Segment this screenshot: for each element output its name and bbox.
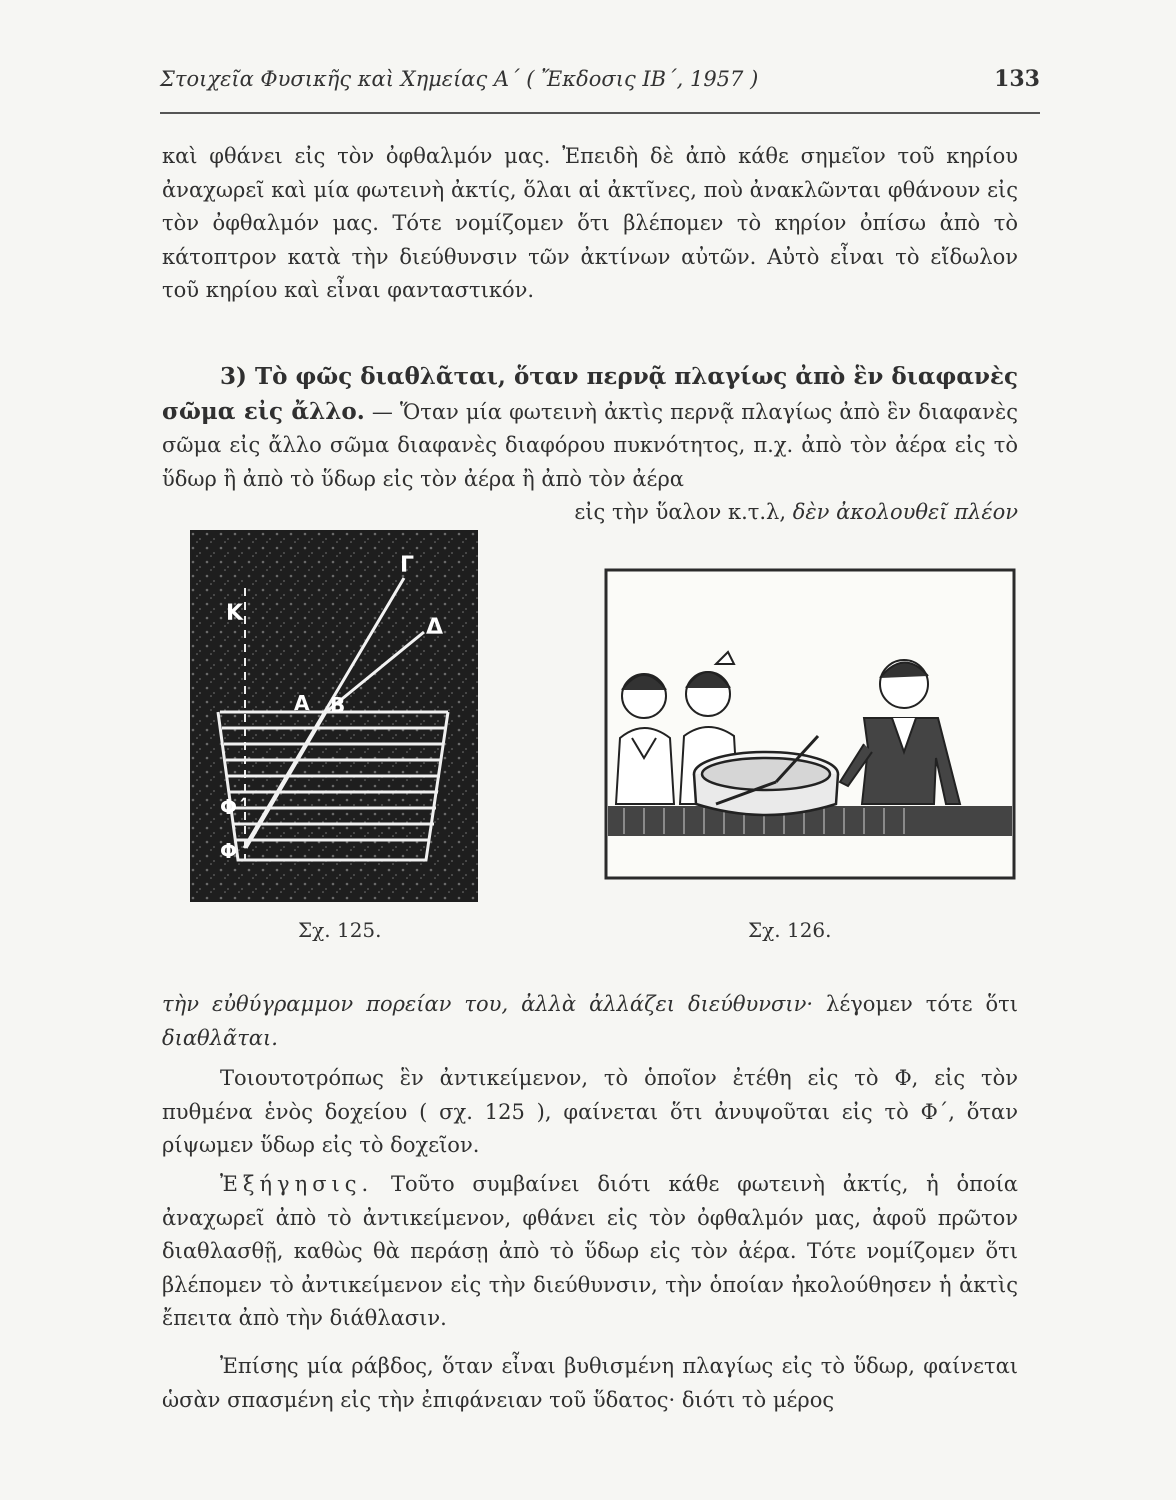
running-title: Στοιχεῖα Φυσικῆς καὶ Χημείας Α΄ ( Ἔκδοσις ΙΒ΄, 1957 ): [160, 67, 759, 91]
rod-text: Ἐπίσης μία ράβδος, ὅταν εἶναι βυθισμένη πλαγίως εἰς τὸ ὕδωρ, φαίνεται ὡσὰν σπασμένη εἰς τὴν ἐπιφάνειαν τοῦ ὕδατος· διότι τὸ μέρος: [162, 1354, 1018, 1412]
figure-125: [190, 530, 478, 902]
label-K: Κ: [226, 601, 244, 626]
label-Delta: Δ: [426, 615, 444, 640]
section-3-paragraph: [162, 360, 1018, 496]
section-heading: 3) Τὸ φῶς διαθλᾶται, ὅταν περνᾷ πλαγίως ἀπὸ ἓν διαφανὲς σῶμα εἰς ἄλλο.: [162, 363, 1018, 425]
section-3: [162, 360, 1018, 530]
label-Phi: Φ: [220, 839, 238, 863]
page-header: [160, 66, 1040, 92]
continuation-italic-end: διαθλᾶται.: [162, 1025, 278, 1050]
intro-paragraph: [162, 140, 1018, 308]
section-text-continued: [162, 496, 1018, 530]
label-B: Β: [330, 693, 346, 717]
explanation-label: Ἐξήγησις.: [220, 1172, 374, 1196]
caption-126: Σχ. 126.: [748, 918, 832, 942]
continuation-paragraph: [162, 988, 1018, 1055]
explanation-paragraph: [162, 1168, 1018, 1336]
intro-text: καὶ φθάνει εἰς τὸν ὀφθαλμόν μας. Ἐπειδὴ δὲ ἀπὸ κάθε σημεῖον τοῦ κηρίου ἀναχωρεῖ καὶ μία φωτεινὴ ἀκτίς, ὅλαι αἱ ἀκτῖνες, ποὺ ἀνακλῶνται φθάνουν εἰς τὸν ὀφθαλμόν μας. Τότε νομίζομεν ὅτι βλέπομεν τὸ κηρίον ὀπίσω ἀπὸ τὸ κάτοπτρον κατὰ τὴν διεύθυνσιν τῶν ἀκτίνων αὐτῶν. Αὐτὸ εἶναι τὸ εἴδωλον τοῦ κηρίου καὶ εἶναι φανταστικόν.: [162, 144, 1018, 302]
example-text: Τοιουτοτρόπως ἓν ἀντικείμενον, τὸ ὁποῖον ἐτέθη εἰς τὸ Φ, εἰς τὸν πυθμένα ἑνὸς δοχείου ( σχ. 125 ), φαίνεται ὅτι ἀνυψοῦται εἰς τὸ Φ΄, ὅταν ρίψωμεν ὕδωρ εἰς τὸ δοχεῖον.: [162, 1066, 1018, 1157]
figure-125-illustration: [190, 530, 478, 902]
section-text-right-plain: εἰς τὴν ὕαλον κ.τ.λ,: [574, 500, 793, 524]
header-rule: [160, 112, 1040, 114]
page-number: 133: [994, 66, 1040, 92]
label-Phi-prime: Φ΄: [220, 795, 246, 819]
explanation-text: [162, 1168, 1018, 1336]
continuation-italic: τὴν εὐθύγραμμον πορείαν του, ἀλλὰ ἀλλάζει διεύθυνσιν·: [162, 992, 814, 1016]
explanation-body: Τοῦτο συμβαίνει διότι κάθε φωτεινὴ ἀκτίς, ἡ ὁποία ἀναχωρεῖ ἀπὸ τὸ ἀντικείμενον, φθάνει εἰς τὸν ὀφθαλμόν μας, ἀφοῦ πρῶτον διαθλασθῇ, καθὼς θὰ περάσῃ ἀπὸ τὸ ὕδωρ εἰς τὸν ἀέρα. Τότε νομίζομεν ὅτι βλέπομεν τὸ ἀντικείμενον εἰς τὴν διεύθυνσιν, τὴν ὁποίαν ἠκολούθησεν ἡ ἀκτὶς ἔπειτα ἀπὸ τὴν διάθλασιν.: [162, 1172, 1018, 1330]
caption-125: Σχ. 125.: [298, 918, 382, 942]
label-Gamma: Γ: [400, 553, 415, 578]
continuation-text: [162, 988, 1018, 1055]
label-A: Α: [294, 691, 310, 715]
water-basin: [694, 752, 838, 815]
child-left: [616, 674, 674, 804]
section-text-right-italic: δὲν ἀκολουθεῖ πλέον: [792, 500, 1018, 524]
section-text: — Ὅταν μία φωτεινὴ ἀκτὶς περνᾷ πλαγίως ἀπὸ ἓν διαφανὲς σῶμα εἰς ἄλλο σῶμα διαφανὲς διαφόρου πυκνότητος, π.χ. ἀπὸ τὸν ἀέρα εἰς τὸ ὕδωρ ἢ ἀπὸ τὸ ὕδωρ εἰς τὸν ἀέρα ἢ ἀπὸ τὸν ἀέρα: [162, 399, 1018, 491]
example-paragraph: [162, 1062, 1018, 1163]
figure-126: [604, 568, 1016, 880]
rod-paragraph: [162, 1350, 1018, 1417]
continuation-plain: λέγομεν τότε ὅτι: [813, 992, 1018, 1016]
figure-126-illustration: [604, 568, 1016, 880]
